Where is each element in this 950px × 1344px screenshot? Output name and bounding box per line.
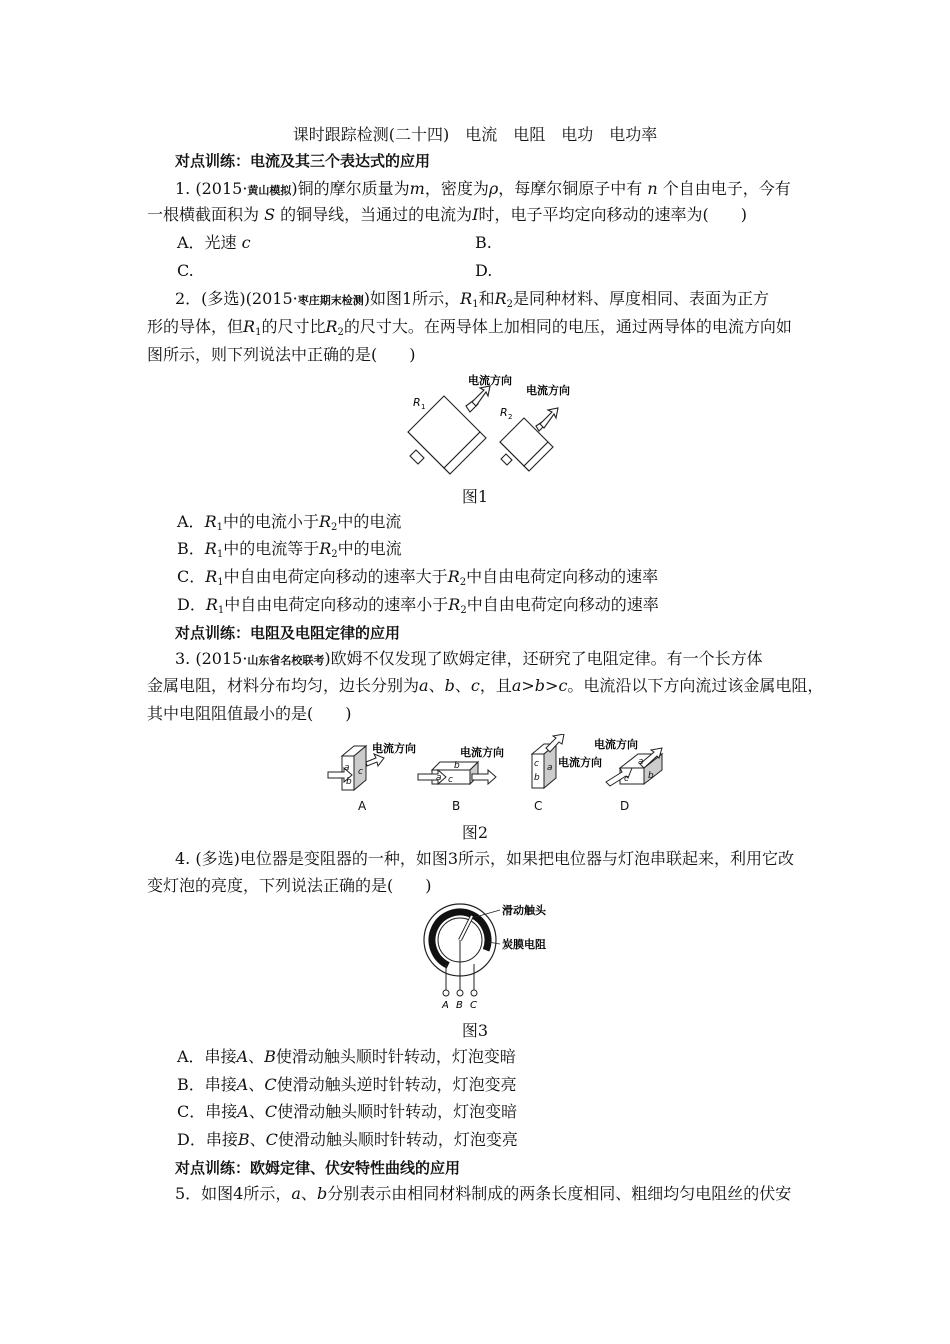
svg-text:a: a bbox=[436, 773, 442, 783]
q4-option-a: A．串接A、B使滑动触头顺时针转动，灯泡变暗 bbox=[177, 1047, 516, 1066]
fig1-r1: R bbox=[413, 396, 421, 409]
svg-text:b: b bbox=[346, 777, 352, 787]
q2-line-3: 图所示，则下列说法中正确的是( ) bbox=[147, 345, 416, 364]
q4-option-b: B．串接A、C使滑动触头逆时针转动，灯泡变亮 bbox=[177, 1075, 517, 1094]
fig2-block-b bbox=[418, 761, 496, 785]
figure-1-caption: 图1 bbox=[461, 487, 489, 506]
svg-text:c: c bbox=[534, 759, 539, 769]
figure-3 bbox=[420, 900, 560, 1012]
fig2-block-d bbox=[606, 748, 662, 786]
q4-line-1: 4. (多选)电位器是变阻器的一种，如图3所示，如果把电位器与灯泡串联起来，利用它改 bbox=[175, 849, 795, 868]
q1-option-d: D. bbox=[475, 261, 493, 280]
section-heading-3: 对点训练：欧姆定律、伏安特性曲线的应用 bbox=[175, 1159, 461, 1177]
fig2-letter-b: B bbox=[452, 799, 461, 813]
fig2-letter-c: C bbox=[534, 799, 543, 813]
fig2-label-c: 电流方向 bbox=[558, 756, 602, 769]
q4-option-d: D．串接B、C使滑动触头顺时针转动，灯泡变亮 bbox=[177, 1130, 518, 1149]
fig3-terminal-b: B bbox=[456, 1000, 463, 1011]
fig3-terminal-c: C bbox=[470, 1000, 477, 1011]
q2-line-1: 2．(多选)(2015·枣庄期末检测)如图1所示，$R_1$和$R_2$是同种材料、厚度相同、表面为正方 bbox=[175, 289, 770, 310]
q1-option-b: B. bbox=[475, 233, 492, 252]
fig3-film-label: 炭膜电阻 bbox=[502, 938, 546, 951]
svg-text:a: a bbox=[344, 763, 350, 773]
fig2-label-d: 电流方向 bbox=[594, 738, 638, 751]
fig1-label-1: 电流方向 bbox=[468, 374, 512, 387]
q4-option-c: C．串接A、C使滑动触头顺时针转动，灯泡变暗 bbox=[177, 1102, 518, 1121]
q2-option-b: B．$R_1$中的电流等于$R_2$中的电流 bbox=[177, 539, 402, 560]
q1-line-2: 一根横截面积为 S 的铜导线，当通过的电流为I时，电子平均定向移动的速率为( ) bbox=[147, 205, 748, 224]
section-heading-2: 对点训练：电阻及电阻定律的应用 bbox=[175, 624, 401, 642]
fig2-letter-a: A bbox=[358, 799, 367, 813]
figure-2-caption: 图2 bbox=[461, 823, 489, 842]
q2-line-2: 形的导体，但$R_1$的尺寸比$R_2$的尺寸大。在两导体上加相同的电压，通过两导体的电流方向如 bbox=[147, 317, 792, 338]
svg-text:c: c bbox=[624, 774, 629, 784]
fig1-label-2: 电流方向 bbox=[526, 384, 570, 397]
q2-option-d: D．$R_1$中自由电荷定向移动的速率小于$R_2$中自由电荷定向移动的速率 bbox=[177, 595, 659, 616]
svg-text:b: b bbox=[454, 761, 460, 771]
svg-text:a: a bbox=[638, 757, 644, 767]
q3-line-3: 其中电阻阻值最小的是( ) bbox=[147, 704, 352, 723]
q5-line-1: 5．如图4所示，a、b分别表示由相同材料制成的两条长度相同、粗细均匀电阻丝的伏安 bbox=[175, 1184, 792, 1203]
q1-option-a: A．光速 c bbox=[177, 233, 251, 252]
svg-text:c: c bbox=[358, 767, 363, 777]
q1-option-c: C. bbox=[177, 261, 194, 280]
svg-text:2: 2 bbox=[508, 413, 513, 421]
q3-line-2: 金属电阻，材料分布均匀，边长分别为a、b、c，且a>b>c。电流沿以下方向流过该金属电阻， bbox=[147, 676, 824, 695]
section-heading-1: 对点训练：电流及其三个表达式的应用 bbox=[175, 152, 431, 170]
fig1-r2: R bbox=[500, 406, 508, 419]
q4-line-2: 变灯泡的亮度，下列说法正确的是( ) bbox=[147, 876, 432, 895]
svg-text:a: a bbox=[547, 763, 553, 773]
q2-option-c: C．$R_1$中自由电荷定向移动的速率大于$R_2$中自由电荷定向移动的速率 bbox=[177, 567, 659, 588]
figure-2 bbox=[322, 734, 672, 816]
q3-line-1: 3. (2015·山东省名校联考)欧姆不仅发现了欧姆定律，还研究了电阻定律。有一个长方体 bbox=[175, 649, 763, 668]
figure-3-caption: 图3 bbox=[461, 1021, 489, 1040]
svg-text:b: b bbox=[534, 773, 540, 783]
fig2-label-b: 电流方向 bbox=[460, 746, 504, 759]
q1-line-1: 1. (2015·黄山模拟)铜的摩尔质量为m，密度为ρ，每摩尔铜原子中有 n 个自由电子，今有 bbox=[175, 179, 791, 198]
fig3-slider-label: 滑动触头 bbox=[502, 904, 546, 917]
fig3-terminal-a: A bbox=[442, 1000, 449, 1011]
svg-text:1: 1 bbox=[421, 403, 426, 411]
q2-option-a: A．$R_1$中的电流小于$R_2$中的电流 bbox=[177, 512, 402, 533]
fig2-label-a: 电流方向 bbox=[372, 742, 416, 755]
fig2-letter-d: D bbox=[620, 799, 630, 813]
svg-text:b: b bbox=[648, 771, 654, 781]
svg-text:c: c bbox=[448, 775, 453, 785]
page-title: 课时跟踪检测(二十四) 电流 电阻 电功 电功率 bbox=[292, 125, 658, 144]
figure-1 bbox=[400, 370, 590, 480]
